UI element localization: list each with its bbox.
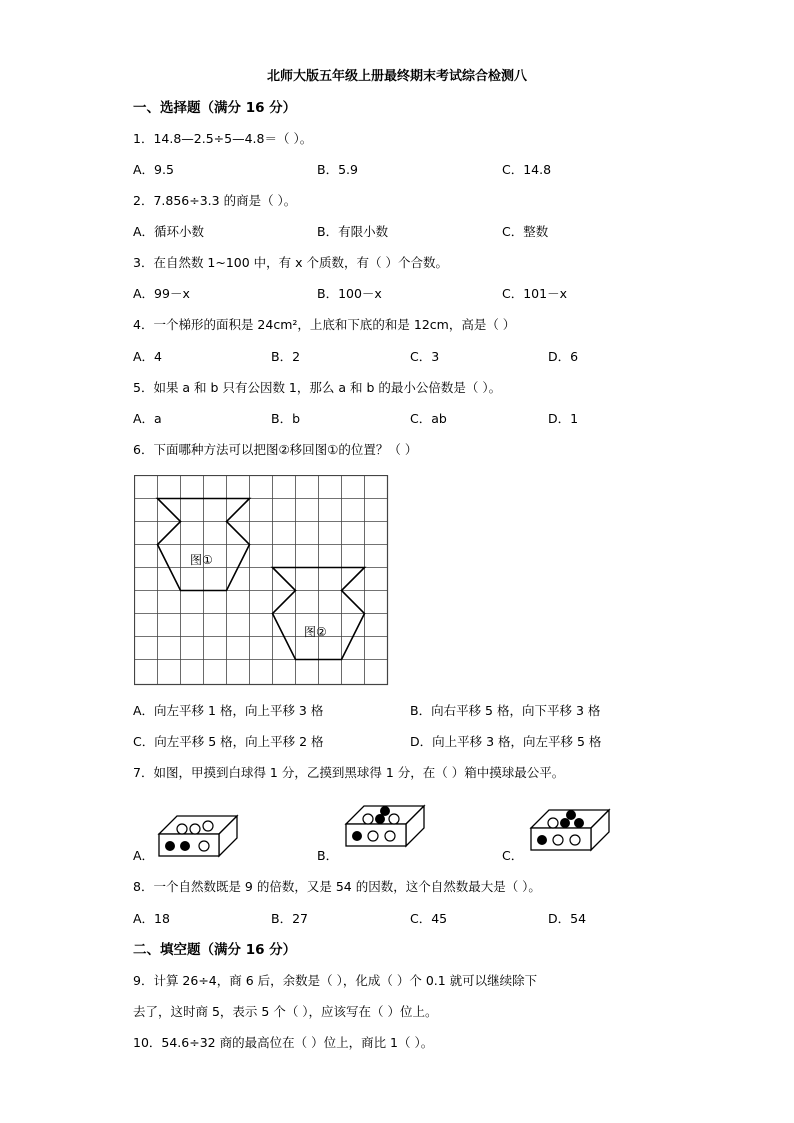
grid-lines: [134, 475, 388, 685]
q7-option-c: C．: [502, 848, 524, 863]
q3-option-b: B．100－x: [317, 286, 382, 301]
black-ball: [180, 841, 190, 851]
q2-stem: 2．7.856÷3.3 的商是（ ）。: [133, 193, 297, 208]
white-ball: [203, 821, 213, 831]
q9-line-2: 去了，这时商 5，表示 5 个（ ），应该写在（ ）位上。: [133, 1004, 438, 1019]
q5-option-b: B．b: [271, 411, 301, 426]
section-heading-fill: 二、填空题（满分 16 分）: [133, 942, 297, 958]
q8-option-a: A．18: [133, 911, 170, 926]
white-ball: [389, 814, 399, 824]
q5-option-d: D．1: [548, 411, 579, 426]
black-ball: [352, 831, 362, 841]
white-ball: [570, 835, 580, 845]
q6-option-a: A．向左平移 1 格，向上平移 3 格: [133, 703, 324, 718]
q6-option-b: B．向右平移 5 格，向下平移 3 格: [410, 703, 601, 718]
q8-option-b: B．27: [271, 911, 308, 926]
figure-1-label: 图①: [190, 553, 213, 567]
q1-option-a: A．9.5: [133, 162, 174, 177]
q5-option-a: A．a: [133, 411, 162, 426]
q3-option-a: A．99－x: [133, 286, 190, 301]
white-ball: [177, 824, 187, 834]
q7-option-a: A．: [133, 848, 155, 863]
black-ball: [560, 818, 570, 828]
section-heading-choice: 一、选择题（满分 16 分）: [133, 100, 297, 116]
white-ball: [363, 814, 373, 824]
white-ball: [553, 835, 563, 845]
q8-option-d: D．54: [548, 911, 587, 926]
q4-option-a: A．4: [133, 349, 163, 364]
ball-box-b: [342, 802, 428, 850]
ball-box-a: [155, 812, 241, 860]
q1-option-b: B．5.9: [317, 162, 358, 177]
q9-line-1: 9．计算 26÷4，商 6 后，余数是（ ），化成（ ）个 0.1 就可以继续除下: [133, 973, 538, 988]
q8-option-c: C．45: [410, 911, 448, 926]
q1-stem: 1．14.8—2.5÷5—4.8＝（ ）。: [133, 131, 313, 146]
q4-option-c: C．3: [410, 349, 440, 364]
white-ball: [190, 824, 200, 834]
black-ball: [574, 818, 584, 828]
q7-option-b: B．: [317, 848, 339, 863]
translation-grid-figure: [134, 475, 390, 687]
q5-stem: 5．如果 a 和 b 只有公因数 1，那么 a 和 b 的最小公倍数是（ ）。: [133, 380, 502, 395]
figure-2-label: 图②: [304, 625, 327, 639]
q2-option-c: C．整数: [502, 224, 549, 239]
q3-option-c: C．101－x: [502, 286, 567, 301]
white-ball: [368, 831, 378, 841]
black-ball: [380, 806, 390, 816]
q1-option-c: C．14.8: [502, 162, 552, 177]
page-title: 北师大版五年级上册最终期末考试综合检测八: [266, 69, 527, 84]
q2-option-a: A．循环小数: [133, 224, 205, 239]
white-ball: [548, 818, 558, 828]
q7-stem: 7．如图，甲摸到白球得 1 分，乙摸到黑球得 1 分，在（ ）箱中摸球最公平。: [133, 765, 565, 780]
q10-stem: 10．54.6÷32 商的最高位在（ ）位上，商比 1（ ）。: [133, 1035, 434, 1050]
q4-option-b: B．2: [271, 349, 301, 364]
q8-stem: 8．一个自然数既是 9 的倍数，又是 54 的因数，这个自然数最大是（ ）。: [133, 879, 541, 894]
q6-option-d: D．向上平移 3 格，向左平移 5 格: [410, 734, 602, 749]
q2-option-b: B．有限小数: [317, 224, 389, 239]
q6-stem: 6．下面哪种方法可以把图②移回图①的位置？（ ）: [133, 442, 418, 457]
white-ball: [385, 831, 395, 841]
black-ball: [165, 841, 175, 851]
q4-stem: 4．一个梯形的面积是 24cm²，上底和下底的和是 12cm，高是（ ）: [133, 317, 516, 332]
q3-stem: 3．在自然数 1~100 中，有 x 个质数，有（ ）个合数。: [133, 255, 449, 270]
black-ball: [566, 810, 576, 820]
q5-option-c: C．ab: [410, 411, 447, 426]
black-ball: [537, 835, 547, 845]
ball-box-c: [527, 806, 613, 854]
q4-option-d: D．6: [548, 349, 579, 364]
q6-option-c: C．向左平移 5 格，向上平移 2 格: [133, 734, 324, 749]
white-ball: [199, 841, 209, 851]
